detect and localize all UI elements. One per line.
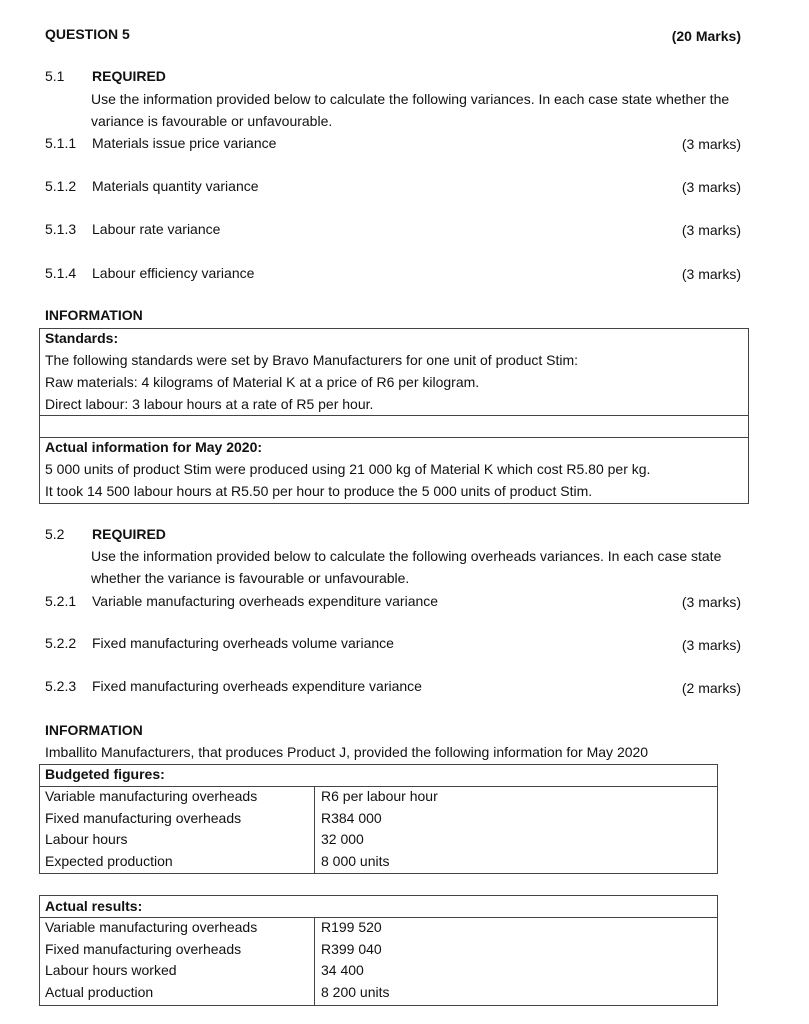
item-marks: (3 marks) <box>681 266 741 282</box>
item-label: Labour rate variance <box>92 221 221 237</box>
section-instructions: Use the information provided below to calculate the following overheads variances. In each case state <box>91 548 722 564</box>
item-label: Fixed manufacturing overheads expenditure variance <box>92 678 422 694</box>
table-cell-value: 8 000 units <box>321 853 390 869</box>
information-heading: INFORMATION <box>45 307 143 323</box>
table-column-divider <box>314 917 315 1006</box>
item-label: Materials issue price variance <box>92 135 277 151</box>
table-cell-label: Fixed manufacturing overheads <box>45 810 242 826</box>
table-divider <box>39 786 718 787</box>
table-cell-label: Variable manufacturing overheads <box>45 788 258 804</box>
actual-info-title: Actual information for May 2020: <box>45 439 263 455</box>
item-number: 5.1.3 <box>45 221 77 237</box>
item-label: Variable manufacturing overheads expenditure variance <box>92 593 439 609</box>
item-marks: (3 marks) <box>681 136 741 152</box>
table-cell-label: Fixed manufacturing overheads <box>45 941 242 957</box>
information-heading: INFORMATION <box>45 722 143 738</box>
question-marks: (20 Marks) <box>671 28 741 44</box>
table-cell-value: R199 520 <box>321 919 382 935</box>
table-cell-value: R384 000 <box>321 810 382 826</box>
table-cell-value: 8 200 units <box>321 984 390 1000</box>
item-marks: (2 marks) <box>681 680 741 696</box>
table-cell-label: Variable manufacturing overheads <box>45 919 258 935</box>
item-label: Fixed manufacturing overheads volume variance <box>92 635 394 651</box>
standards-title: Standards: <box>45 330 119 346</box>
table-cell-value: 32 000 <box>321 831 364 847</box>
standards-line: Direct labour: 3 labour hours at a rate of R5 per hour. <box>45 396 374 412</box>
actual-results-title: Actual results: <box>45 898 143 914</box>
table-cell-value: 34 400 <box>321 962 364 978</box>
item-label: Materials quantity variance <box>92 178 259 194</box>
table-cell-value: R6 per labour hour <box>321 788 438 804</box>
section-number: 5.2 <box>45 526 65 542</box>
actual-info-line: 5 000 units of product Stim were produced using 21 000 kg of Material K which cost R5.80 per kg. <box>45 461 651 477</box>
section-instructions: whether the variance is favourable or unfavourable. <box>91 570 410 586</box>
divider <box>39 437 749 438</box>
actual-info-line: It took 14 500 labour hours at R5.50 per hour to produce the 5 000 units of product Stim. <box>45 483 593 499</box>
item-marks: (3 marks) <box>681 594 741 610</box>
table-cell-label: Labour hours worked <box>45 962 177 978</box>
item-number: 5.1.4 <box>45 265 77 281</box>
table-cell-label: Labour hours <box>45 831 128 847</box>
item-number: 5.2.3 <box>45 678 77 694</box>
table-cell-label: Expected production <box>45 853 173 869</box>
divider <box>39 415 749 416</box>
item-number: 5.1.2 <box>45 178 77 194</box>
section-number: 5.1 <box>45 68 65 84</box>
item-marks: (3 marks) <box>681 637 741 653</box>
question-title: QUESTION 5 <box>45 26 130 42</box>
item-number: 5.2.1 <box>45 593 77 609</box>
item-number: 5.2.2 <box>45 635 77 651</box>
standards-line: The following standards were set by Bravo Manufacturers for one unit of product Stim: <box>45 352 579 368</box>
table-column-divider <box>314 786 315 874</box>
budgeted-figures-title: Budgeted figures: <box>45 766 165 782</box>
section-instructions: variance is favourable or unfavourable. <box>91 113 333 129</box>
item-label: Labour efficiency variance <box>92 265 255 281</box>
item-marks: (3 marks) <box>681 179 741 195</box>
item-marks: (3 marks) <box>681 222 741 238</box>
table-cell-label: Actual production <box>45 984 154 1000</box>
section-title: REQUIRED <box>92 68 166 84</box>
table-divider <box>39 917 718 918</box>
standards-line: Raw materials: 4 kilograms of Material K at a price of R6 per kilogram. <box>45 374 480 390</box>
information-intro: Imballito Manufacturers, that produces Product J, provided the following information for May 2020 <box>45 744 649 760</box>
section-title: REQUIRED <box>92 526 166 542</box>
section-instructions: Use the information provided below to calculate the following variances. In each case state whether the <box>91 91 730 107</box>
table-cell-value: R399 040 <box>321 941 382 957</box>
item-number: 5.1.1 <box>45 135 77 151</box>
